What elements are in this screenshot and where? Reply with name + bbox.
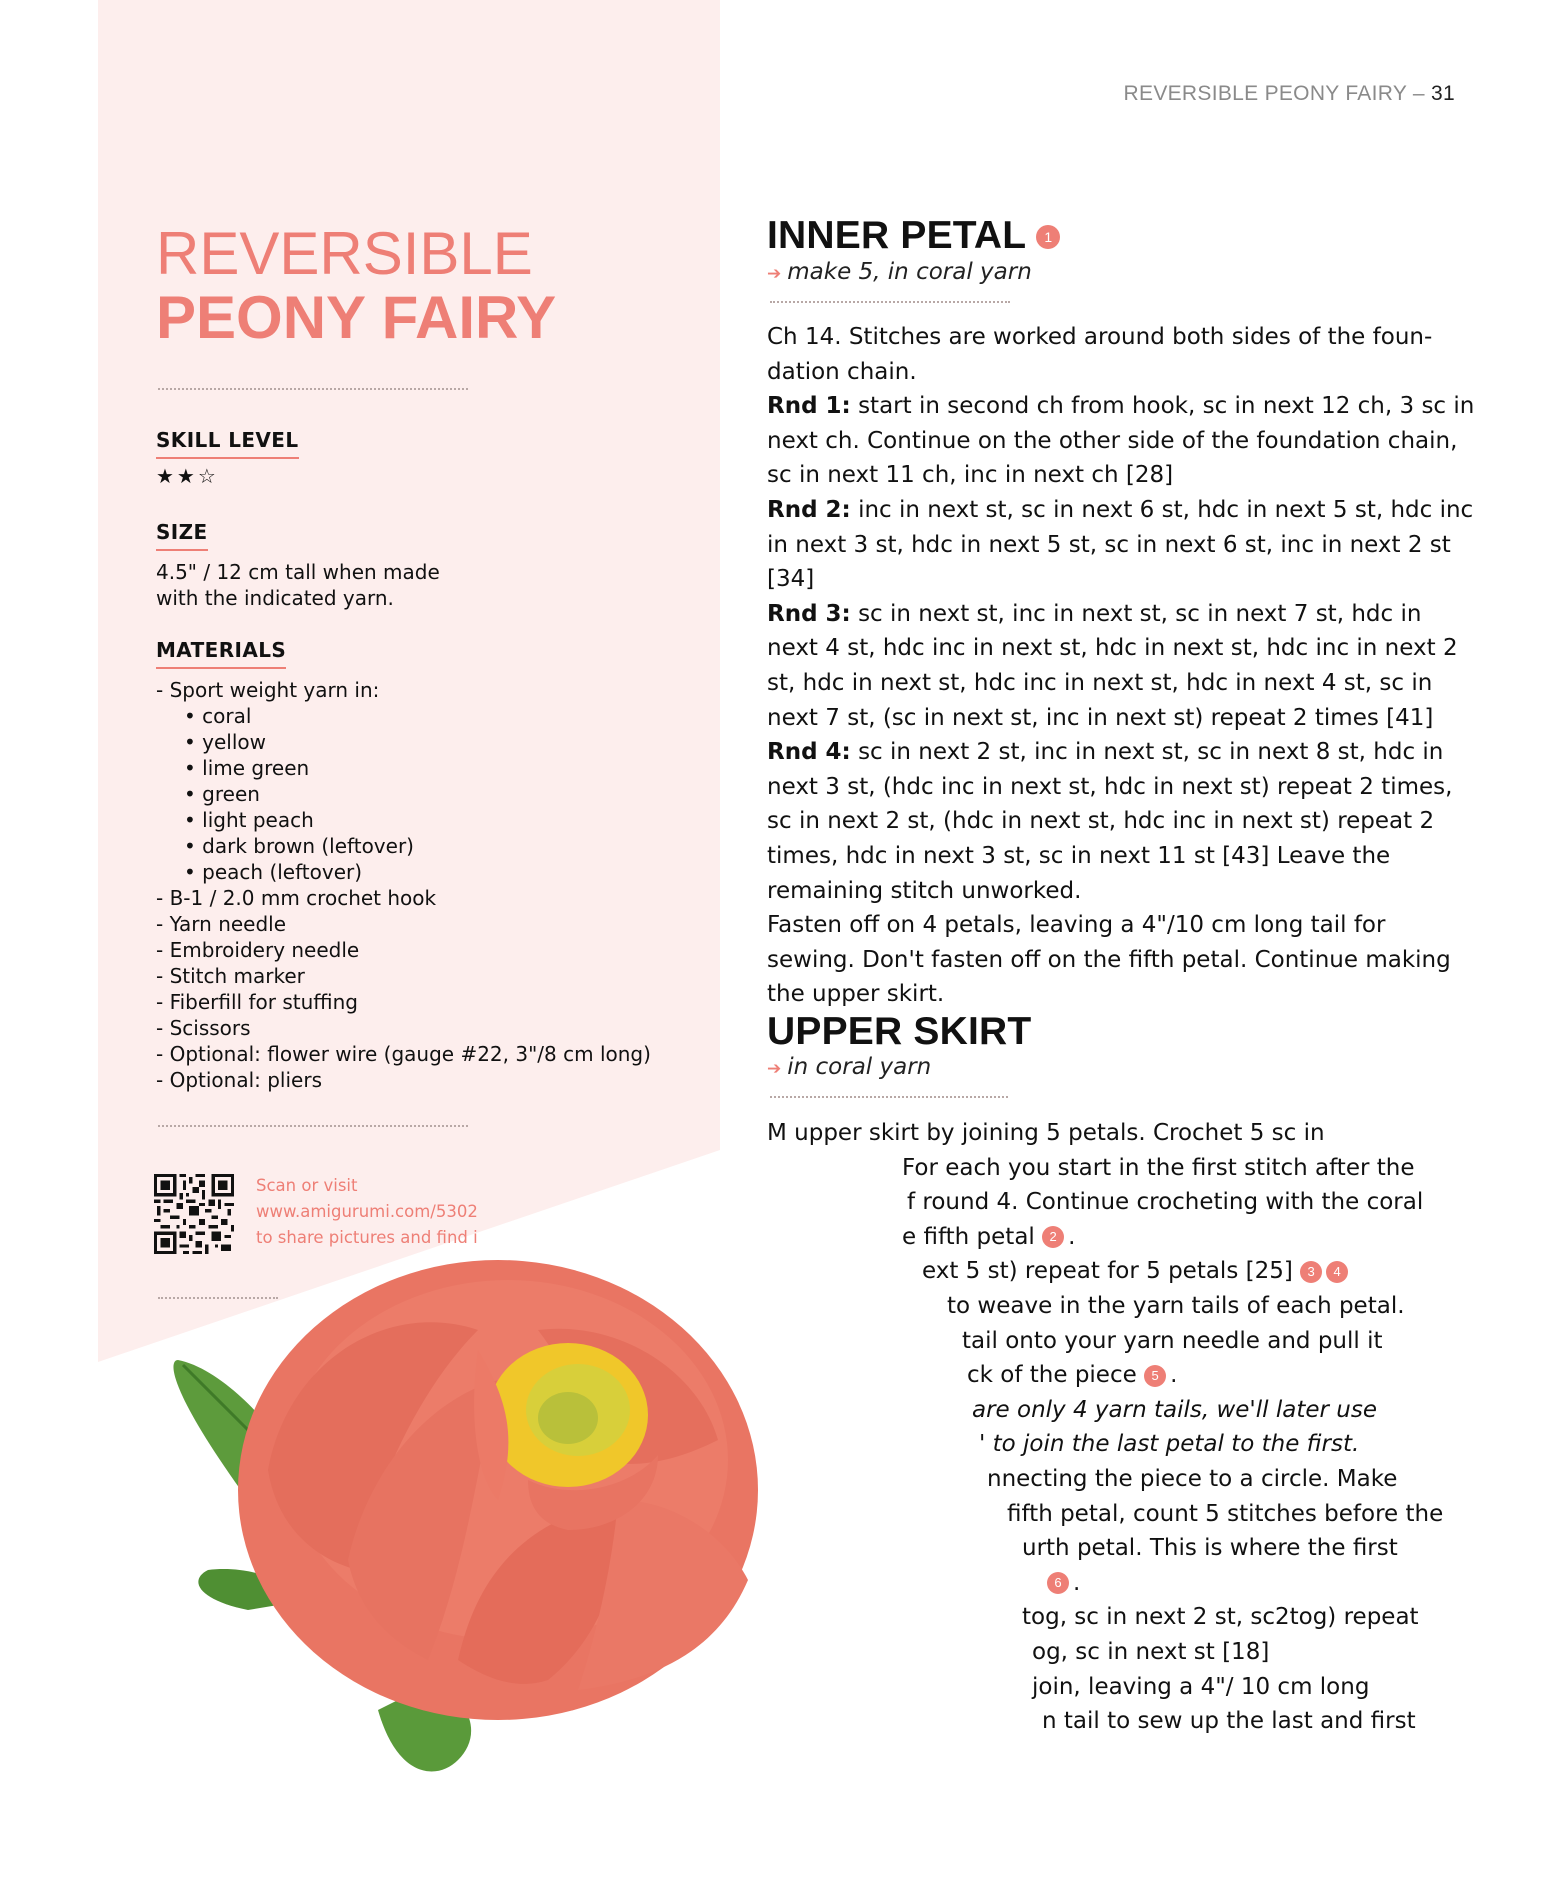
instruction-line	[972, 1393, 1377, 1428]
list-item: • dark brown (leftover)	[184, 834, 414, 858]
inner-petal-heading-text: INNER PETAL	[767, 214, 1027, 257]
step-badge: 3	[1300, 1261, 1322, 1283]
instruction-line-text: tail onto your yarn needle and pull it	[962, 1327, 1383, 1354]
instruction-line-text: ' to join the last petal to the first.	[979, 1431, 1360, 1458]
round-label: Rnd 1:	[767, 393, 851, 420]
size-line-1: 4.5" / 12 cm tall when made	[156, 560, 440, 584]
round-label: Rnd 3:	[767, 600, 851, 627]
instruction-line	[979, 1427, 1359, 1462]
pattern-title	[156, 222, 556, 350]
step-badge: 2	[1042, 1226, 1064, 1248]
running-head	[1124, 82, 1455, 106]
instruction-line	[902, 1151, 1414, 1186]
instruction-round	[767, 735, 1477, 908]
list-item: • coral	[184, 704, 252, 728]
upper-skirt-subheading	[767, 1054, 931, 1080]
instruction-line	[947, 1289, 1405, 1324]
instruction-line-text: ext 5 st) repeat for 5 petals [25]	[922, 1258, 1301, 1285]
running-head-title: REVERSIBLE PEONY FAIRY	[1123, 82, 1407, 105]
instruction-line	[962, 1324, 1383, 1359]
instruction-line-text: M upper skirt by joining 5 petals. Crochet 5 sc in	[767, 1120, 1325, 1146]
list-item: • yellow	[184, 730, 267, 754]
list-item: - Scissors	[156, 1016, 251, 1040]
instruction-line-text: For each you start in the first stitch after the	[902, 1154, 1415, 1181]
peony-photo	[98, 1240, 778, 1877]
title-line-2: PEONY FAIRY	[156, 284, 557, 351]
list-item: - Stitch marker	[156, 964, 305, 988]
instruction-line-text: ck of the piece	[967, 1362, 1145, 1389]
flower-body	[238, 1260, 758, 1720]
instruction-line	[1042, 1704, 1416, 1739]
inner-petal-subheading-text: make 5, in coral yarn	[787, 259, 1032, 285]
step-badge: 4	[1326, 1261, 1348, 1283]
list-item: - Fiberfill for stuffing	[156, 990, 358, 1014]
round-text: start in second ch from hook, sc in next 12 ch, 3 sc in next ch. Continue on the other side of the foundation chain, sc in next 11 ch, inc in next ch [28]	[767, 393, 1475, 489]
instruction-line	[987, 1462, 1397, 1497]
list-item: • lime green	[184, 756, 310, 780]
instruction-line-text: tog, sc in next 2 st, sc2tog) repeat	[1022, 1604, 1419, 1631]
list-item: • light peach	[184, 808, 314, 832]
divider	[770, 1096, 1008, 1098]
round-label: Rnd 2:	[767, 496, 851, 523]
qr-caption-line-3: to share pictures and find i	[256, 1228, 478, 1247]
instruction-line	[907, 1185, 1423, 1220]
instruction-line	[767, 1116, 1325, 1151]
size-text	[156, 559, 440, 611]
skill-stars: ★★☆	[156, 464, 219, 488]
arrow-right-icon: ➔	[767, 264, 782, 284]
size-heading: SIZE	[156, 520, 208, 551]
instruction-line	[1047, 1566, 1080, 1601]
list-item: - Sport weight yarn in:	[156, 678, 380, 702]
step-badge: 6	[1047, 1572, 1069, 1594]
round-text: inc in next st, sc in next 6 st, hdc in next 5 st, hdc inc in next 3 st, hdc in next 5 st, sc in next 6 st, inc in next 2 st [34]	[767, 496, 1474, 593]
skill-level-heading: SKILL LEVEL	[156, 428, 299, 459]
materials-list	[156, 677, 651, 1093]
upper-skirt-subheading-text: in coral yarn	[787, 1054, 932, 1080]
divider	[158, 388, 468, 390]
qr-url-link[interactable]: www.amigurumi.com/5302	[256, 1202, 478, 1221]
arrow-right-icon: ➔	[767, 1059, 782, 1079]
list-item: • peach (leftover)	[184, 860, 363, 884]
instruction-line	[1007, 1497, 1443, 1532]
instruction-line-suffix: .	[1170, 1362, 1178, 1389]
instruction-line-suffix: .	[1068, 1223, 1076, 1250]
materials-heading: MATERIALS	[156, 638, 286, 669]
instruction-line-text: urth petal. This is where the first	[1022, 1535, 1398, 1562]
instruction-line-text: nnecting the piece to a circle. Make	[987, 1466, 1398, 1492]
inner-petal-instructions	[767, 320, 1477, 1012]
step-badge: 1	[1036, 225, 1060, 249]
instruction-line-text: fifth petal, count 5 stitches before the	[1007, 1500, 1444, 1527]
inner-petal-subheading	[767, 259, 1032, 285]
round-text: sc in next 2 st, inc in next st, sc in next 8 st, hdc in next 3 st, (hdc inc in next st, hdc in next st) repeat 2 times, sc in next 2 st, (hdc in next st, hdc inc in next st) repeat 2 times, hdc in next 3 st, sc in next 11 st [43] Leave the remaining stitch unworked.	[767, 739, 1453, 904]
step-badge: 5	[1144, 1365, 1166, 1387]
list-item: - B-1 / 2.0 mm crochet hook	[156, 886, 437, 910]
instruction-round	[767, 493, 1477, 597]
instruction-line-text: to weave in the yarn tails of each petal.	[947, 1293, 1405, 1319]
size-line-2: with the indicated yarn.	[156, 586, 394, 610]
instruction-line-text: are only 4 yarn tails, we'll later use	[972, 1396, 1377, 1423]
list-item: - Optional: flower wire (gauge #22, 3"/8 cm long)	[156, 1042, 651, 1066]
instruction-paragraph: Ch 14. Stitches are worked around both sides of the foun-dation chain.	[767, 324, 1433, 385]
instruction-line-text: n tail to sew up the last and first	[1042, 1708, 1416, 1735]
instruction-round	[767, 597, 1477, 735]
instruction-round	[767, 389, 1477, 493]
qr-caption-line-1: Scan or visit	[256, 1176, 358, 1195]
upper-skirt-instructions	[767, 1116, 1487, 1736]
list-item: - Optional: pliers	[156, 1068, 322, 1092]
upper-skirt-heading: UPPER SKIRT	[767, 1010, 1032, 1053]
instruction-line	[1032, 1670, 1369, 1705]
divider	[158, 1125, 468, 1127]
instruction-line-suffix: .	[1073, 1569, 1081, 1596]
inner-petal-heading	[767, 214, 1060, 258]
instruction-line-text: f round 4. Continue crocheting with the coral	[907, 1189, 1424, 1216]
instruction-line-text: join, leaving a 4"/ 10 cm long	[1032, 1673, 1370, 1700]
list-item: - Embroidery needle	[156, 938, 360, 962]
instruction-line	[1032, 1635, 1269, 1670]
instruction-line	[1022, 1600, 1419, 1635]
round-label: Rnd 4:	[767, 739, 851, 766]
instruction-line-text: e fifth petal	[902, 1223, 1043, 1250]
instruction-line	[902, 1220, 1075, 1255]
instruction-line-text: og, sc in next st [18]	[1032, 1639, 1270, 1665]
list-item: - Yarn needle	[156, 912, 287, 936]
title-line-1: REVERSIBLE	[156, 220, 533, 287]
divider	[770, 301, 1010, 303]
instruction-paragraph: Fasten off on 4 petals, leaving a 4"/10 cm long tail for sewing. Don't fasten off on the fifth petal. Continue making the upper skirt.	[767, 912, 1451, 1008]
instruction-line	[922, 1254, 1352, 1289]
instruction-line	[1022, 1531, 1398, 1566]
round-text: sc in next st, inc in next st, sc in next 7 st, hdc in next 4 st, hdc inc in next st, hdc in next st, hdc inc in next 2 st, hdc in next st, hdc inc in next st, hdc in next 4 st, sc in next 7 st, (sc in next st, inc in next st) repeat 2 times [41]	[767, 600, 1458, 731]
page-number: 31	[1431, 82, 1455, 105]
list-item: • green	[184, 782, 260, 806]
running-head-separator: –	[1406, 82, 1432, 105]
instruction-line	[967, 1358, 1177, 1393]
